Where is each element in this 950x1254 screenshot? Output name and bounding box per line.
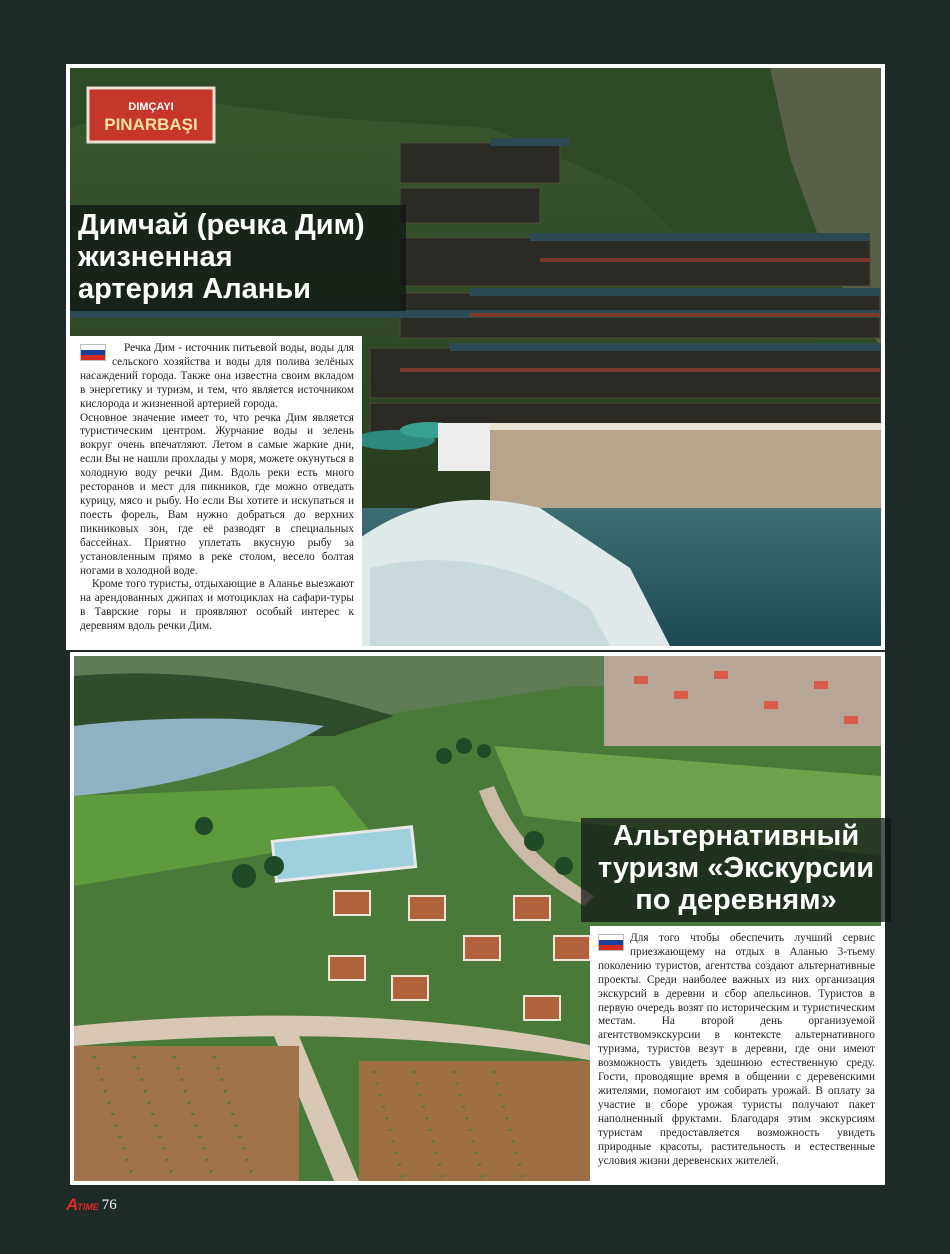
russian-flag-icon bbox=[598, 934, 624, 951]
sign-line-2: PINARBAŞI bbox=[104, 115, 198, 134]
top-paragraph-2: Основное значение имеет то, что речка Дим является туристическим центром. Журчание воды и зелень вокруг очень впечатляют. Летом в самые жаркие дни, если Вы не нашли прохлады у моря, можете окунуться в холодную воду речки Дим. Вдоль реки есть много ресторанов и мест для пикников, где можно отведать курицу, мясо и рыбу. Но если Вы хотите и искупаться и поесть форель, Вам нужно добраться до верхних пикниковых зон, где её разводят в специальных бассейнах. Приятно уплетать вкусную рыбу за установленным прямо в реке столом, весело болтая ногами в холодной воде. bbox=[80, 411, 354, 577]
bottom-paragraph-1: Для того чтобы обеспечить лучший сервис приезжающему на отдых в Аланью 3-тьему поколению туристов, агентства создают альтернативные проекты. Среди наиболее важных из них организация экскурсий в деревни и сбор апельсинов. Туристов в первую очередь возят по историческим и туристическим местам. На второй день организуемой агентствомэкскурсии в контексте альтернативного туризма, туристов везут в деревни, где они имеют возможность увидеть здешнюю естественную среду. Гости, проводящие время в общении с деревенскими жителями, помогают им собирать урожай. В оплату за участие в сборе урожая туристы получают пакет наполненный фруктами. Благодаря этим экскурсиям туристам предоставляется возможность увидеть природные красоты, растительность и естественные условия жизни деревенских жителей. bbox=[598, 932, 875, 1167]
bottom-title-line-1: Альтернативный bbox=[612, 820, 860, 852]
bottom-article-text bbox=[590, 926, 881, 1182]
top-title-line-2: жизненная bbox=[78, 241, 233, 273]
page-number: 76 bbox=[101, 1196, 117, 1213]
top-paragraph-3: Кроме того туристы, отдыхающие в Аланье выезжают на арендованных джипах и мотоциклах на сафари-туры в Таврские горы и проявляют особый интерес к деревням вдоль речки Дим. bbox=[80, 578, 354, 633]
bottom-title-line-2: туризм «Экскурсии bbox=[597, 852, 875, 884]
logo-main: A bbox=[66, 1195, 78, 1214]
top-paragraph-1: Речка Дим - источник питьевой воды, воды для сельского хозяйства и воды для полива зелёных насаждений города. Также она известна своим вкладом в энергетику и туризм, и тем, что является источником кислорода и жизненной артерией города. bbox=[80, 342, 354, 410]
bottom-title-line-3: по деревням» bbox=[635, 884, 837, 916]
top-title-line-1: Димчай (речка Дим) bbox=[78, 209, 365, 241]
magazine-logo bbox=[66, 1195, 99, 1215]
page-footer bbox=[66, 1195, 117, 1215]
sign-line-1: DIMÇAYI bbox=[128, 101, 174, 113]
russian-flag-icon bbox=[80, 344, 106, 361]
top-article-text bbox=[70, 336, 362, 646]
top-article-title bbox=[70, 205, 406, 311]
top-title-line-3: артерия Аланьи bbox=[78, 273, 311, 305]
bottom-article-title bbox=[581, 818, 891, 922]
logo-small: TIME bbox=[77, 1202, 99, 1212]
